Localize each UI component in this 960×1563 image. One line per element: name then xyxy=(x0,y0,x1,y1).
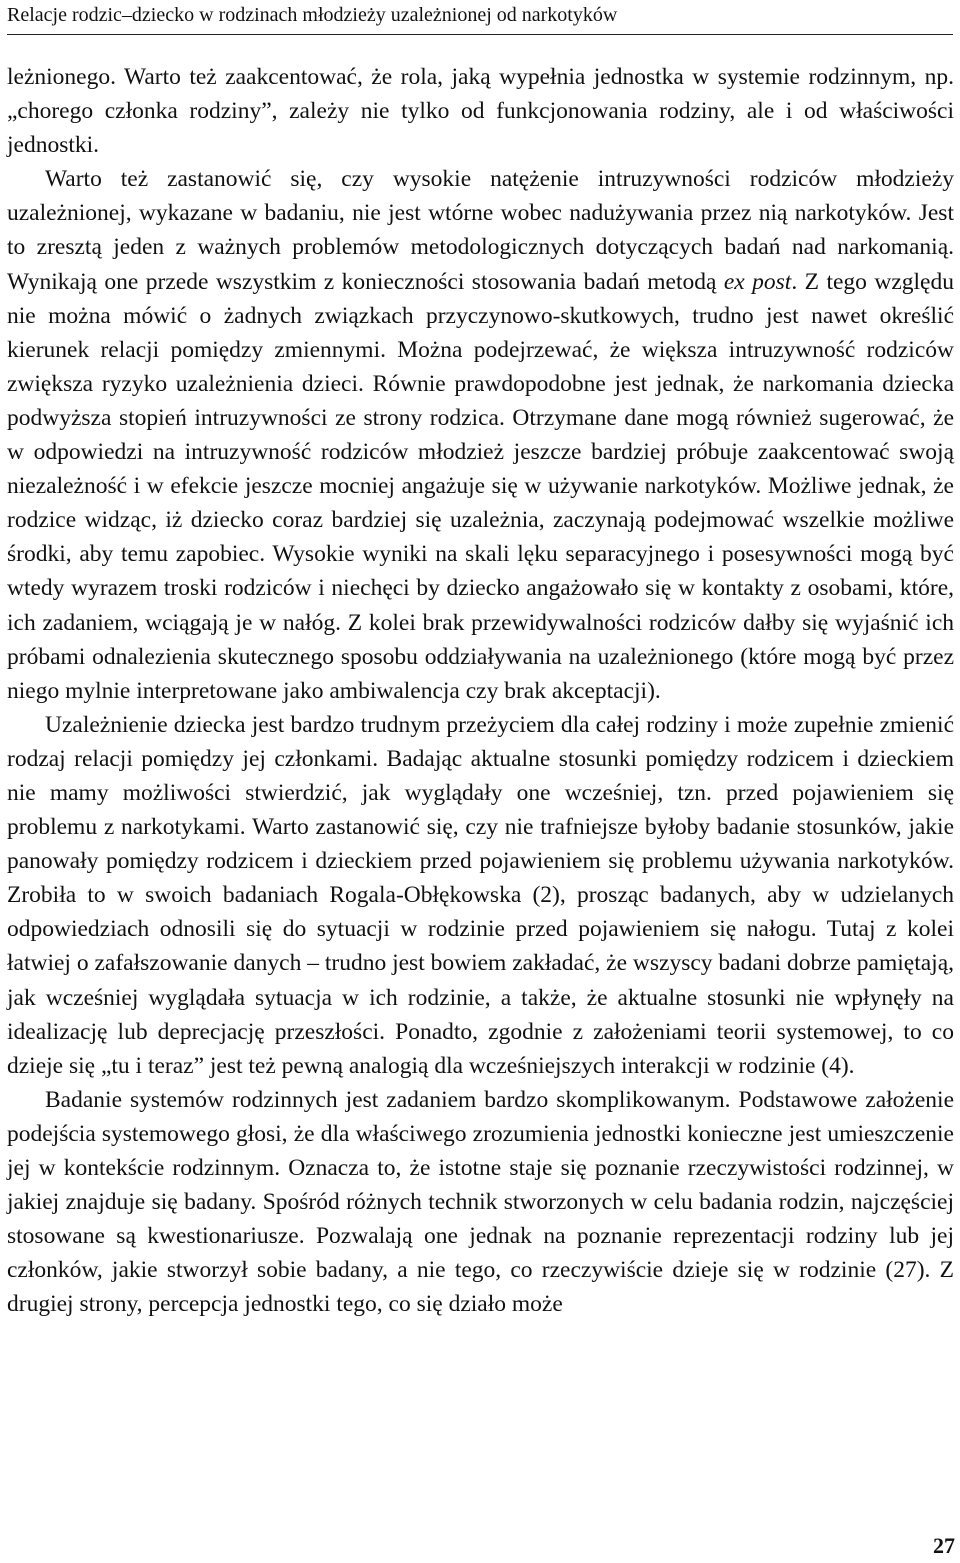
paragraph-3-text: Uzależnienie dziecka jest bardzo trudnym przeżyciem dla całej rodziny i może zupełnie zmienić rodzaj relacji pomiędzy jej członkami. Badając aktualne stosunki pomiędzy rodzicem i dzieckiem nie mamy możliwości stwierdzić, jak wyglądały one wcześniej, tzn. przed pojawieniem się problemu z narkotykami. Warto zastanowić się, czy nie trafniejsze byłoby badanie stosunków, jakie panowały pomiędzy rodzicem i dzieckiem przed pojawieniem się problemu używania narkotyków. Zrobiła to w swoich badaniach Rogala-Obłękowska (2), prosząc badanych, aby w udzielanych odpowiedziach odnosili się do sytuacji w rodzinie przed pojawieniem się nałogu. Tutaj z kolei łatwiej o zafałszowanie danych – trudno jest bowiem zakładać, że wszyscy badani dobrze pamiętają, jak wcześniej wyglądała sytuacja w ich rodzinie, a także, że aktualne stosunki nie wpłynęły na idealizację lub deprecjację przeszłości. Ponadto, zgodnie z założeniami teorii systemowej, to co dzieje się „tu i teraz” jest też pewną analogią dla wcześniejszych interakcji w rodzinie (4). xyxy=(7,711,954,1079)
paragraph-3 xyxy=(7,708,954,1083)
paragraph-1 xyxy=(7,60,954,162)
paragraph-4 xyxy=(7,1083,954,1322)
page-number: 27 xyxy=(933,1533,955,1558)
running-head: Relacje rodzic–dziecko w rodzinach młodzieży uzależnionej od narkotyków xyxy=(7,4,618,26)
paragraph-2-text-b: . Z tego względu nie można mówić o żadnych związkach przyczynowo-skutkowych, trudno jest nawet określić kierunek relacji pomiędzy zmiennymi. Można podejrzewać, że większa intruzywność rodziców zwiększa ryzyko uzależnienia dzieci. Równie prawdopodobne jest jednak, że narkomania dziecka podwyższa stopień intruzywności ze strony rodzica. Otrzymane dane mogą również sugerować, że w odpowiedzi na intruzywność rodziców młodzież jeszcze bardziej próbuje zaakcentować swoją niezależność i w efekcie jeszcze mocniej angażuje się w używanie narkotyków. Możliwe jednak, że rodzice widząc, iż dziecko coraz bardziej się uzależnia, zaczynają podejmować wszelkie możliwe środki, aby temu zapobiec. Wysokie wyniki na skali lęku separacyjnego i posesywności mogą być wtedy wyrazem troski rodziców i niechęci by dziecko angażowało się w kontakty z osobami, które, ich zadaniem, wciągają je w nałóg. Z kolei brak przewidywalności rodziców dałby się wyjaśnić ich próbami odnalezienia skutecznego sposobu oddziaływania na uzależnionego (które mogą być przez niego mylnie interpretowane jako ambiwalencja czy brak akceptacji). xyxy=(7,268,954,704)
paragraph-2-text-a: Warto też zastanowić się, czy wysokie natężenie intruzywności rodziców młodzieży uzależnionej, wykazane w badaniu, nie jest wtórne wobec nadużywania przez nią narkotyków. Jest to zresztą jeden z ważnych problemów metodologicznych dotyczących badań nad narkomanią. Wynikają one przede wszystkim z konieczności stosowania badań metodą xyxy=(7,166,954,295)
body-text xyxy=(7,60,954,1321)
header-rule xyxy=(7,34,953,35)
paragraph-2 xyxy=(7,162,954,708)
paragraph-1-text: leżnionego. Warto też zaakcentować, że rola, jaką wypełnia jednostka w systemie rodzinnym, np. „chorego członka rodziny”, zależy nie tylko od funkcjonowania rodziny, ale i od właściwości jednostki. xyxy=(7,64,954,159)
paragraph-2-italic-ex-post: ex post xyxy=(723,268,792,295)
paragraph-4-text: Badanie systemów rodzinnych jest zadaniem bardzo skomplikowanym. Podstawowe założenie podejścia systemowego głosi, że dla właściwego zrozumienia jednostki konieczne jest umieszczenie jej w kontekście rodzinnym. Oznacza to, że istotne staje się poznanie rzeczywistości rodzinnej, w jakiej znajduje się badany. Spośród różnych technik stworzonych w celu badania rodzin, najczęściej stosowane są kwestionariusze. Pozwalają one jednak na poznanie reprezentacji rodziny lub jej członków, jakie stworzył sobie badany, a nie tego, co rzeczywiście dzieje się w rodzinie (27). Z drugiej strony, percepcja jednostki tego, co się działo może xyxy=(7,1086,954,1318)
